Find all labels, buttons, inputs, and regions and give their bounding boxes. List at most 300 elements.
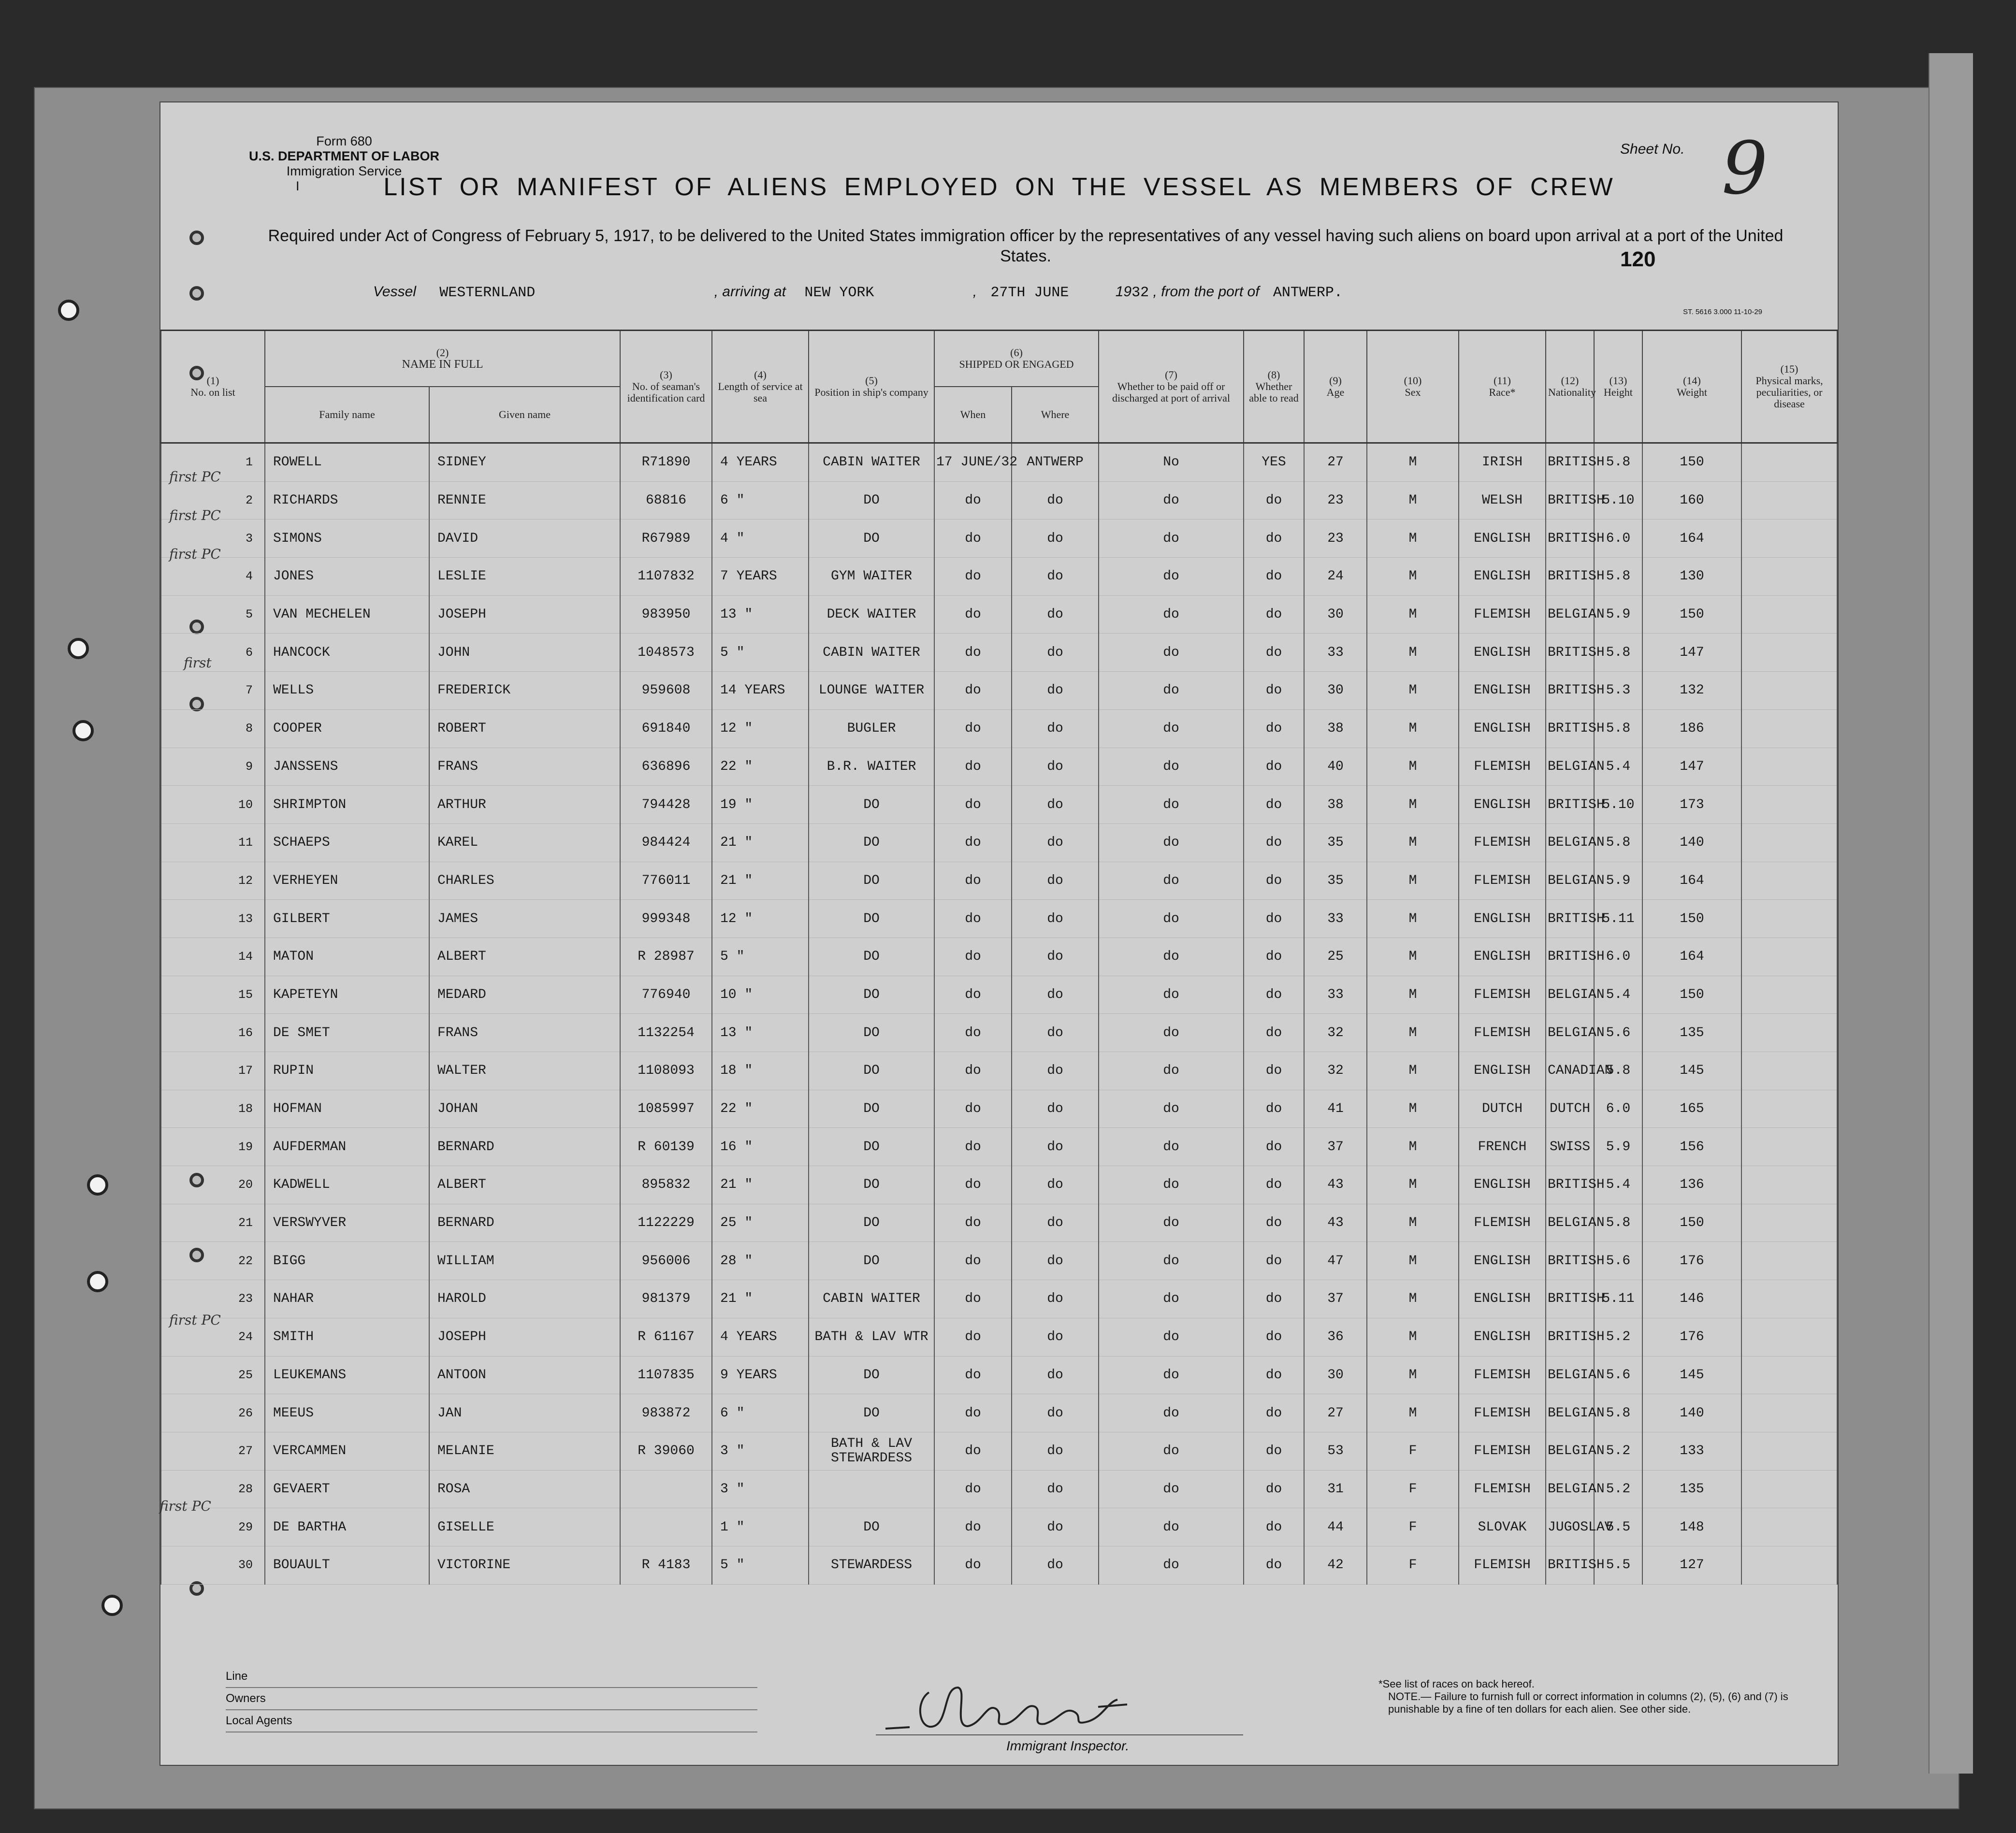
shipped-when-cell: do [934,862,1012,900]
row-number-cell: 23 [161,1280,265,1318]
row-number-cell: 9 [161,748,265,786]
race-cell: FLEMISH [1459,1204,1546,1242]
age-cell: 30 [1304,672,1367,710]
nationality-cell: BRITISH [1546,709,1594,748]
shipped-when-cell: do [934,1052,1012,1090]
shipped-where-cell: do [1012,938,1099,976]
shipped-where-cell: do [1012,1128,1099,1166]
height-cell: 5.8 [1594,558,1642,596]
position-cell: DO [809,520,934,558]
sex-cell: M [1367,976,1459,1014]
physical-marks-cell [1741,1280,1837,1318]
weight-cell: 165 [1642,1090,1741,1128]
row-number-cell: 18 [161,1090,265,1128]
id-card-number-cell: R 61167 [620,1318,712,1356]
table-row [161,672,1837,710]
paid-off-cell: do [1099,672,1244,710]
id-card-number-cell: R 4183 [620,1546,712,1584]
service-length-cell: 28 " [712,1242,809,1280]
age-cell: 33 [1304,900,1367,938]
row-number-cell: 8 [161,709,265,748]
weight-cell: 150 [1642,1204,1741,1242]
race-cell: ENGLISH [1459,634,1546,672]
given-name-cell: BERNARD [429,1204,620,1242]
position-cell: DO [809,1242,934,1280]
shipped-when-cell: 17 JUNE/32 [934,443,1012,482]
position-cell: DO [809,1394,934,1432]
vessel-line: Vessel WESTERNLAND , arriving at NEW YORK , 27TH JUNE 1932 , from the port of ANTWERP. [373,284,1343,301]
family-name-cell: HANCOCK [265,634,429,672]
header-shipped: (6) SHIPPED OR ENGAGED [934,331,1099,387]
nationality-cell: BELGIAN [1546,1014,1594,1052]
sex-cell: M [1367,1052,1459,1090]
id-card-number-cell: 984424 [620,823,712,862]
height-cell: 5.9 [1594,1128,1642,1166]
header-when: When [934,387,1012,443]
header-read: (8) Whether able to read [1244,331,1304,443]
weight-cell: 145 [1642,1356,1741,1394]
age-cell: 41 [1304,1090,1367,1128]
height-cell: 5.4 [1594,1166,1642,1204]
weight-cell: 150 [1642,595,1741,634]
margin-hole [189,286,204,301]
row-number-cell: 17 [161,1052,265,1090]
shipped-where-cell: do [1012,709,1099,748]
shipped-when-cell: do [934,900,1012,938]
inspector-signature [876,1673,1243,1746]
age-cell: 32 [1304,1052,1367,1090]
family-name-cell: KAPETEYN [265,976,429,1014]
page-title: LIST OR MANIFEST OF ALIENS EMPLOYED ON THE VESSEL AS MEMBERS OF CREW [383,173,1615,201]
shipped-when-cell: do [934,976,1012,1014]
race-cell: SLOVAK [1459,1508,1546,1546]
position-cell: DO [809,481,934,520]
able-to-read-cell: do [1244,823,1304,862]
table-row [161,595,1837,634]
weight-cell: 173 [1642,786,1741,824]
nationality-cell: BRITISH [1546,672,1594,710]
paid-off-cell: do [1099,823,1244,862]
service-length-cell: 6 " [712,481,809,520]
paid-off-cell: No [1099,443,1244,482]
race-cell: ENGLISH [1459,672,1546,710]
service-length-cell: 12 " [712,900,809,938]
position-cell [809,1470,934,1508]
shipped-where-cell: do [1012,1394,1099,1432]
given-name-cell: JOHN [429,634,620,672]
shipped-where-cell: do [1012,1508,1099,1546]
race-cell: ENGLISH [1459,1242,1546,1280]
height-cell: 5.9 [1594,862,1642,900]
shipped-where-cell: do [1012,520,1099,558]
age-cell: 43 [1304,1204,1367,1242]
service-length-cell: 1 " [712,1508,809,1546]
table-row [161,1014,1837,1052]
position-cell: BUGLER [809,709,934,748]
punch-hole [102,1595,123,1616]
footer-note [1378,1678,1813,1716]
shipped-where-cell: do [1012,1204,1099,1242]
height-cell: 5.6 [1594,1014,1642,1052]
header-no: (1) No. on list [161,331,265,443]
weight-cell: 136 [1642,1166,1741,1204]
race-cell: DUTCH [1459,1090,1546,1128]
crew-manifest-table [160,330,1838,1585]
weight-cell: 145 [1642,1052,1741,1090]
race-cell: ENGLISH [1459,938,1546,976]
service-length-cell: 6 " [712,1394,809,1432]
height-cell: 6.0 [1594,1090,1642,1128]
age-cell: 38 [1304,709,1367,748]
header-paid: (7) Whether to be paid off or discharged at port of arrival [1099,331,1244,443]
nationality-cell: BRITISH [1546,1546,1594,1584]
nationality-cell: BRITISH [1546,634,1594,672]
age-cell: 37 [1304,1280,1367,1318]
shipped-where-cell: do [1012,481,1099,520]
shipped-where-cell: do [1012,786,1099,824]
service-length-cell: 5 " [712,634,809,672]
family-name-cell: KADWELL [265,1166,429,1204]
weight-cell: 146 [1642,1280,1741,1318]
paid-off-cell: do [1099,1318,1244,1356]
paid-off-cell: do [1099,1470,1244,1508]
race-cell: ENGLISH [1459,1052,1546,1090]
race-cell: FLEMISH [1459,1394,1546,1432]
family-name-cell: SMITH [265,1318,429,1356]
race-cell: IRISH [1459,443,1546,482]
physical-marks-cell [1741,634,1837,672]
height-cell: 5.9 [1594,595,1642,634]
table-row [161,1242,1837,1280]
nationality-cell: BELGIAN [1546,823,1594,862]
weight-cell: 133 [1642,1432,1741,1470]
nationality-cell: BELGIAN [1546,595,1594,634]
given-name-cell: WILLIAM [429,1242,620,1280]
shipped-when-cell: do [934,1356,1012,1394]
shipped-where-cell: do [1012,1090,1099,1128]
position-cell: CABIN WAITER [809,634,934,672]
shipped-where-cell: do [1012,1052,1099,1090]
sex-cell: F [1367,1508,1459,1546]
physical-marks-cell [1741,481,1837,520]
sex-cell: M [1367,1394,1459,1432]
arrival-year: 32 [1131,285,1149,301]
able-to-read-cell: do [1244,595,1304,634]
race-note: *See list of races on back hereof. [1378,1678,1535,1690]
able-to-read-cell: do [1244,1470,1304,1508]
physical-marks-cell [1741,558,1837,596]
height-cell: 5.8 [1594,709,1642,748]
able-to-read-cell: do [1244,1166,1304,1204]
race-cell: FRENCH [1459,1128,1546,1166]
table-row [161,1090,1837,1128]
physical-marks-cell [1741,443,1837,482]
nationality-cell: BRITISH [1546,520,1594,558]
from-label: , from the port of [1153,284,1260,300]
id-card-number-cell: R 28987 [620,938,712,976]
service: Immigration Service [286,164,402,178]
height-cell: 5.10 [1594,786,1642,824]
paid-off-cell: do [1099,1014,1244,1052]
sex-cell: M [1367,1204,1459,1242]
given-name-cell: ALBERT [429,938,620,976]
shipped-when-cell: do [934,520,1012,558]
nationality-cell: BRITISH [1546,558,1594,596]
id-card-number-cell: R 60139 [620,1128,712,1166]
family-name-cell: AUFDERMAN [265,1128,429,1166]
race-cell: ENGLISH [1459,1280,1546,1318]
weight-cell: 130 [1642,558,1741,596]
given-name-cell: FRANS [429,748,620,786]
given-name-cell: ANTOON [429,1356,620,1394]
table-row [161,558,1837,596]
physical-marks-cell [1741,900,1837,938]
height-cell: 6.0 [1594,938,1642,976]
shipped-when-cell: do [934,558,1012,596]
manifest-sheet [160,101,1839,1766]
punch-hole [73,720,94,741]
family-name-cell: BIGG [265,1242,429,1280]
physical-marks-cell [1741,1356,1837,1394]
age-cell: 33 [1304,976,1367,1014]
header-name: (2) NAME IN FULL [265,331,620,387]
race-cell: FLEMISH [1459,1014,1546,1052]
arrival-port: NEW YORK [804,285,874,301]
height-cell: 5.2 [1594,1432,1642,1470]
sheet-number: 9 [1722,127,1768,211]
header-family-name: Family name [265,387,429,443]
physical-marks-cell [1741,938,1837,976]
id-card-number-cell: 794428 [620,786,712,824]
weight-cell: 150 [1642,900,1741,938]
id-card-number-cell: 1085997 [620,1090,712,1128]
arrival-date: 27TH JUNE [990,285,1069,301]
weight-cell: 150 [1642,443,1741,482]
sex-cell: M [1367,481,1459,520]
shipped-when-cell: do [934,938,1012,976]
table-row [161,1394,1837,1432]
row-number-cell: 29 [161,1508,265,1546]
physical-marks-cell [1741,672,1837,710]
able-to-read-cell: do [1244,1242,1304,1280]
service-length-cell: 21 " [712,823,809,862]
shipped-when-cell: do [934,1166,1012,1204]
given-name-cell: MEDARD [429,976,620,1014]
service-length-cell: 12 " [712,709,809,748]
age-cell: 40 [1304,748,1367,786]
physical-marks-cell [1741,1014,1837,1052]
weight-cell: 164 [1642,938,1741,976]
position-cell: DO [809,1090,934,1128]
position-cell: CABIN WAITER [809,443,934,482]
given-name-cell: CHARLES [429,862,620,900]
service-length-cell: 10 " [712,976,809,1014]
able-to-read-cell: do [1244,1128,1304,1166]
height-cell: 5.6 [1594,1242,1642,1280]
line-label: Line [226,1666,757,1688]
family-name-cell: RUPIN [265,1052,429,1090]
position-cell: DO [809,1356,934,1394]
service-length-cell: 5 " [712,1546,809,1584]
sex-cell: M [1367,709,1459,748]
shipped-when-cell: do [934,823,1012,862]
able-to-read-cell: do [1244,1318,1304,1356]
sex-cell: M [1367,634,1459,672]
family-name-cell: JANSSENS [265,748,429,786]
age-cell: 27 [1304,1394,1367,1432]
given-name-cell: MELANIE [429,1432,620,1470]
age-cell: 44 [1304,1508,1367,1546]
form-number: Form 680 [316,134,372,148]
paid-off-cell: do [1099,1394,1244,1432]
row-number-cell: 27 [161,1432,265,1470]
shipped-where-cell: do [1012,595,1099,634]
page-subtitle: Required under Act of Congress of February 5, 1917, to be delivered to the United States immigration officer by the representatives of any vessel having such aliens on board upon arrival at a port of the United States. [268,227,1784,265]
table-row [161,1052,1837,1090]
family-name-cell: DE SMET [265,1014,429,1052]
physical-marks-cell [1741,1052,1837,1090]
nationality-cell: BELGIAN [1546,748,1594,786]
service-length-cell: 16 " [712,1128,809,1166]
height-cell: 5.8 [1594,1394,1642,1432]
header-where: Where [1012,387,1099,443]
nationality-cell: BELGIAN [1546,976,1594,1014]
table-row [161,634,1837,672]
row-number-cell: 10 [161,786,265,824]
punch-hole [68,638,89,659]
family-name-cell: RICHARDS [265,481,429,520]
margin-hole [189,231,204,245]
margin-note: first PC [169,507,221,523]
race-cell: FLEMISH [1459,862,1546,900]
family-name-cell: SIMONS [265,520,429,558]
shipped-when-cell: do [934,1394,1012,1432]
family-name-cell: VERHEYEN [265,862,429,900]
paid-off-cell: do [1099,1546,1244,1584]
family-name-cell: VERCAMMEN [265,1432,429,1470]
family-name-cell: DE BARTHA [265,1508,429,1546]
row-number-cell: 22 [161,1242,265,1280]
paid-off-cell: do [1099,1204,1244,1242]
table-row [161,1280,1837,1318]
able-to-read-cell: do [1244,938,1304,976]
race-cell: FLEMISH [1459,976,1546,1014]
able-to-read-cell: do [1244,1356,1304,1394]
row-number-cell: 2 [161,481,265,520]
header-age: (9) Age [1304,331,1367,443]
table-row [161,1508,1837,1546]
able-to-read-cell: do [1244,1090,1304,1128]
given-name-cell: WALTER [429,1052,620,1090]
shipped-when-cell: do [934,1546,1012,1584]
shipped-when-cell: do [934,1204,1012,1242]
height-cell: 5.11 [1594,1280,1642,1318]
family-name-cell: BOUAULT [265,1546,429,1584]
header-weight: (14) Weight [1642,331,1741,443]
nationality-cell: BRITISH [1546,481,1594,520]
punch-hole [87,1174,108,1196]
family-name-cell: COOPER [265,709,429,748]
id-card-number-cell: 895832 [620,1166,712,1204]
shipped-where-cell: do [1012,1318,1099,1356]
sex-cell: M [1367,823,1459,862]
table-row [161,1432,1837,1470]
id-card-number-cell: 981379 [620,1280,712,1318]
service-length-cell: 3 " [712,1432,809,1470]
position-cell: DO [809,1052,934,1090]
sex-cell: M [1367,520,1459,558]
paid-off-cell: do [1099,1242,1244,1280]
row-number-cell: 4 [161,558,265,596]
physical-marks-cell [1741,520,1837,558]
shipped-where-cell: do [1012,1166,1099,1204]
given-name-cell: JAN [429,1394,620,1432]
sex-cell: M [1367,1242,1459,1280]
given-name-cell: LESLIE [429,558,620,596]
nationality-cell: BELGIAN [1546,1356,1594,1394]
able-to-read-cell: do [1244,481,1304,520]
agents-label: Local Agents [226,1710,757,1732]
id-card-number-cell: 956006 [620,1242,712,1280]
header-service: (4) Length of service at sea [712,331,809,443]
sheet-label: Sheet No. [1620,141,1685,157]
position-cell: GYM WAITER [809,558,934,596]
position-cell: DO [809,862,934,900]
crew-rows [161,443,1837,1585]
physical-marks-cell [1741,1508,1837,1546]
age-cell: 53 [1304,1432,1367,1470]
sex-cell: M [1367,1280,1459,1318]
table-row [161,862,1837,900]
race-cell: ENGLISH [1459,558,1546,596]
family-name-cell: LEUKEMANS [265,1356,429,1394]
department: U.S. DEPARTMENT OF LABOR [249,149,439,163]
position-cell: BATH & LAV WTR [809,1318,934,1356]
given-name-cell: FREDERICK [429,672,620,710]
shipped-when-cell: do [934,1280,1012,1318]
row-number-cell: 15 [161,976,265,1014]
sex-cell: M [1367,1014,1459,1052]
shipped-when-cell: do [934,1318,1012,1356]
nationality-cell: BRITISH [1546,1318,1594,1356]
row-number-cell: 19 [161,1128,265,1166]
year-prefix: 19 [1115,284,1132,300]
paid-off-cell: do [1099,1166,1244,1204]
given-name-cell: ROBERT [429,709,620,748]
id-card-number-cell: 1107835 [620,1356,712,1394]
nationality-cell: BRITISH [1546,786,1594,824]
id-card-number-cell: R71890 [620,443,712,482]
sex-cell: M [1367,1090,1459,1128]
race-cell: FLEMISH [1459,1470,1546,1508]
shipped-when-cell: do [934,1242,1012,1280]
table-row [161,1546,1837,1584]
vessel-name: WESTERNLAND [439,285,536,301]
physical-marks-cell [1741,709,1837,748]
age-cell: 27 [1304,443,1367,482]
table-row [161,823,1837,862]
row-number-cell: 16 [161,1014,265,1052]
physical-marks-cell [1741,748,1837,786]
age-cell: 24 [1304,558,1367,596]
row-number-cell: 13 [161,900,265,938]
nationality-cell: BRITISH [1546,1166,1594,1204]
paid-off-cell: do [1099,1280,1244,1318]
table-row [161,786,1837,824]
shipped-where-cell: do [1012,976,1099,1014]
given-name-cell: KAREL [429,823,620,862]
able-to-read-cell: do [1244,862,1304,900]
